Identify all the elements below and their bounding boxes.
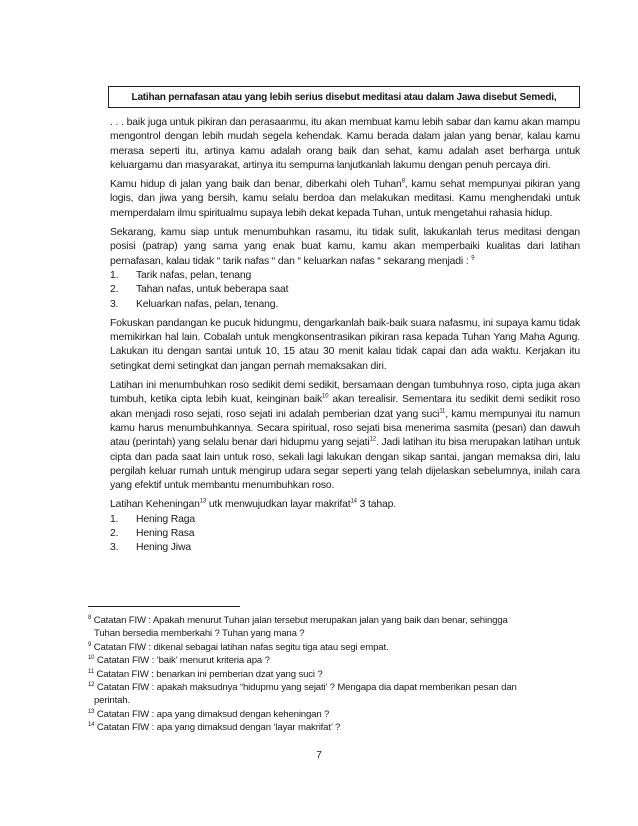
paragraph-1: . . . baik juga untuk pikiran dan perasaanmu, itu akan membuat kamu lebih sabar dan kamu akan mampu mengontrol dengan lebih mudah segela kehendak. Kamu berada dalam jalan yang benar, kalau kamu merasa seperti itu, artinya kamu adalah orang baik dan sehat, kamu adalah aset berharga untuk keluargamu dan masyarakat, artinya itu sempurna lanjutkanlah lakumu dengan penuh percaya diri.	[110, 117, 580, 171]
section-heading-text: Latihan pernafasan atau yang lebih serius disebut meditasi atau dalam Jawa disebut Semedi,	[131, 91, 557, 103]
footnote-ref: 9	[471, 255, 475, 262]
paragraph-4: Fokuskan pandangan ke pucuk hidungmu, dengarkanlah baik-baik suara nafasmu, ini supaya kamu tidak memikirkan hal lain. Cobalah untuk mengkonsentrasikan pikiran rasa kepada Tuhan Yang Maha Agung. Lakukan itu dengan santai untuk 10, 15 atau 30 menit kalau tidak capai dan ada waktu. Kerjakan itu setingkat demi setingkat dan jangan pernah memaksakan diri.	[110, 317, 580, 372]
page-number: 7	[316, 750, 322, 761]
footnote-ref: 14	[350, 498, 357, 505]
section-heading	[108, 86, 580, 108]
list-item: 3. Hening Jiwa	[110, 542, 191, 554]
footnote: $^{12}$ Catatan FIW : apakah maksudnya “hidupmu yang sejati’ ? Mengapa dia dapat memberikan pesan dan perintah.	[88, 681, 517, 707]
list-item: 3. Keluarkan nafas, pelan, tenang.	[110, 298, 279, 310]
footnote: $^9$ Catatan FIW : dikenal sebagai latihan nafas segitu tiga atau segi empat.	[88, 641, 389, 653]
footnote: $^{10}$ Catatan FIW : ‘baik’ menurut kriteria apa ?	[88, 655, 270, 667]
footnote-ref: 13	[199, 498, 207, 505]
list-item: 1. Hening Raga	[110, 513, 196, 525]
footnote-ref: 8	[401, 178, 405, 185]
body-text	[110, 116, 580, 561]
footnote: $^{11}$ Catatan FIW : benarkan ini pemberian dzat yang suci ?	[88, 668, 323, 680]
footnote-ref: 12	[369, 436, 376, 443]
list-item: 1. Tarik nafas, pelan, tenang	[110, 269, 252, 281]
stillness-stages-list	[110, 513, 580, 556]
footnote-ref: 11	[439, 408, 446, 415]
paragraph-6: Latihan Keheningan$^{13}$ utk menwujudkan layar makrifat$^{14}$ 3 tahap.	[110, 498, 396, 511]
paragraph-3: Sekarang, kamu siap untuk menumbuhkan rasamu, itu tidak sulit, lakukanlah terus meditasi dengan posisi (patrap) yang sama yang enak buat kamu, kamu akan memperbaiki kualitas dari latihan pernafasan, kalau tidak “ tarik nafas “ dan “ keluarkan nafas “ sekarang menjadi : $^9$	[110, 227, 580, 267]
footnote: $^{14}$ Catatan FIW : apa yang dimaksud dengan ‘layar makrifat’ ?	[88, 722, 341, 734]
list-item: 2. Hening Rasa	[110, 528, 195, 540]
footnote: $^8$ Catatan FIW : Apakah menurut Tuhan jalan tersebut merupakan jalan yang baik dan benar, sehingga Tuhan bersedia memberkahi ? Tuhan yang mana ?	[88, 614, 508, 640]
footnote-separator	[88, 606, 240, 607]
breathing-steps-list	[110, 269, 580, 312]
paragraph-5: Latihan ini menumbuhkan roso sedikit demi sedikit, bersamaan dengan tumbuhnya roso, cipta juga akan tumbuh, ketika cipta lebih kuat, keinginan baik$^{10}$ akan terealisir. Sementara itu sedikit demi sedikit roso akan menjadi roso sejati, roso sejati ini adalah pemberian dzat yang suci$^{11}$, kamu mempunyai itu namun kamu harus menumbuhkannya. Secara spiritual, roso sejati bisa menerima sasmita (pesan) dan dawuh atau (perintah) yang selalu benar dari hidupmu yang sejati$^{12}$. Jadi latihan itu bisa merupakan latihan untuk cipta dan pada saat lain untuk roso, sekali lagi lakukan dengan sikap santai, jangan memaksa diri, lalu pergilah keluar rumah untuk mengirup udara segar seperti yang telah dijelaskan sebelumnya, inilah cara yang efektif untuk membantu menumbuhkan roso.	[110, 380, 580, 492]
list-item: 2. Tahan nafas, untuk beberapa saat	[110, 284, 289, 296]
footnotes	[88, 614, 588, 735]
footnote-ref: 10	[322, 393, 329, 400]
footnote: $^{13}$ Catatan FIW : apa yang dimaksud dengan keheningan ?	[88, 708, 330, 720]
paragraph-2: Kamu hidup di jalan yang baik dan benar, diberkahi oleh Tuhan$^8$, kamu sehat mempunyai pikiran yang logis, dan jiwa yang bersih, kamu selalu berdoa dan melakukan meditasi. Kamu menghendaki untuk memperdalam ilmu spiritualmu supaya lebih dekat kepada Tuhan, untuk mengetahui rahasia hidup.	[110, 178, 580, 219]
